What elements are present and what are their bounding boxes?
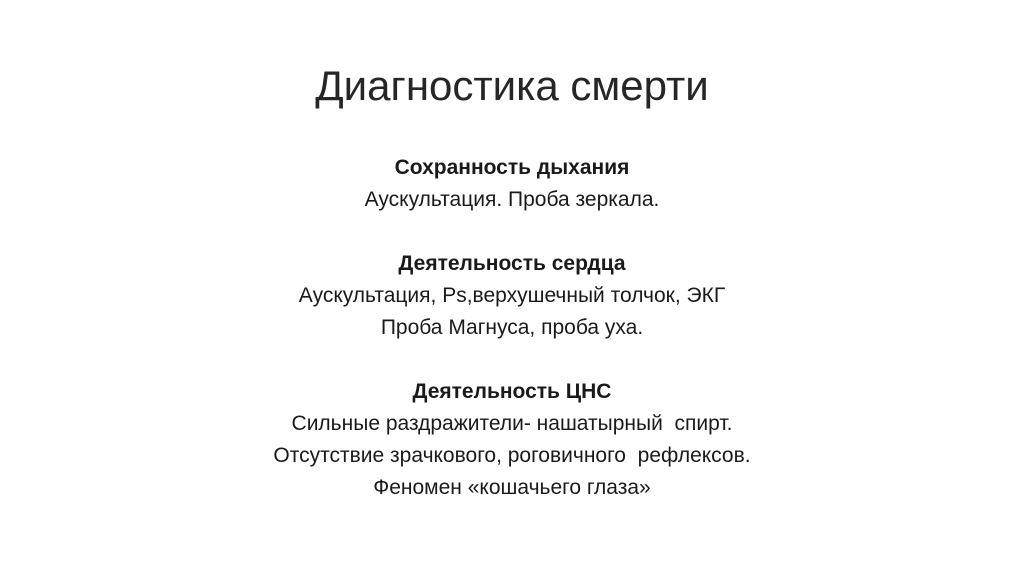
section-line: Аускультация. Проба зеркала.: [364, 188, 660, 211]
section-line: Отсутствие зрачкового, роговичного рефлексов.: [273, 444, 751, 467]
section-heart: [0, 248, 1024, 344]
section-line: Проба Магнуса, проба уха.: [380, 316, 644, 339]
section-heading: Сохранность дыхания: [394, 156, 630, 179]
section-line: Сильные раздражители- нашатырный спирт.: [291, 412, 733, 435]
section-cns: [0, 376, 1024, 504]
slide-title: Диагностика смерти: [315, 62, 709, 109]
section-breathing: [0, 152, 1024, 216]
section-line: Феномен «кошачьего глаза»: [373, 476, 651, 499]
section-line: Аускультация, Ps,верхушечный толчок, ЭКГ: [298, 284, 726, 307]
section-heading: Деятельность ЦНС: [412, 380, 612, 403]
section-heading: Деятельность сердца: [398, 252, 626, 275]
slide-content: [0, 152, 1024, 504]
